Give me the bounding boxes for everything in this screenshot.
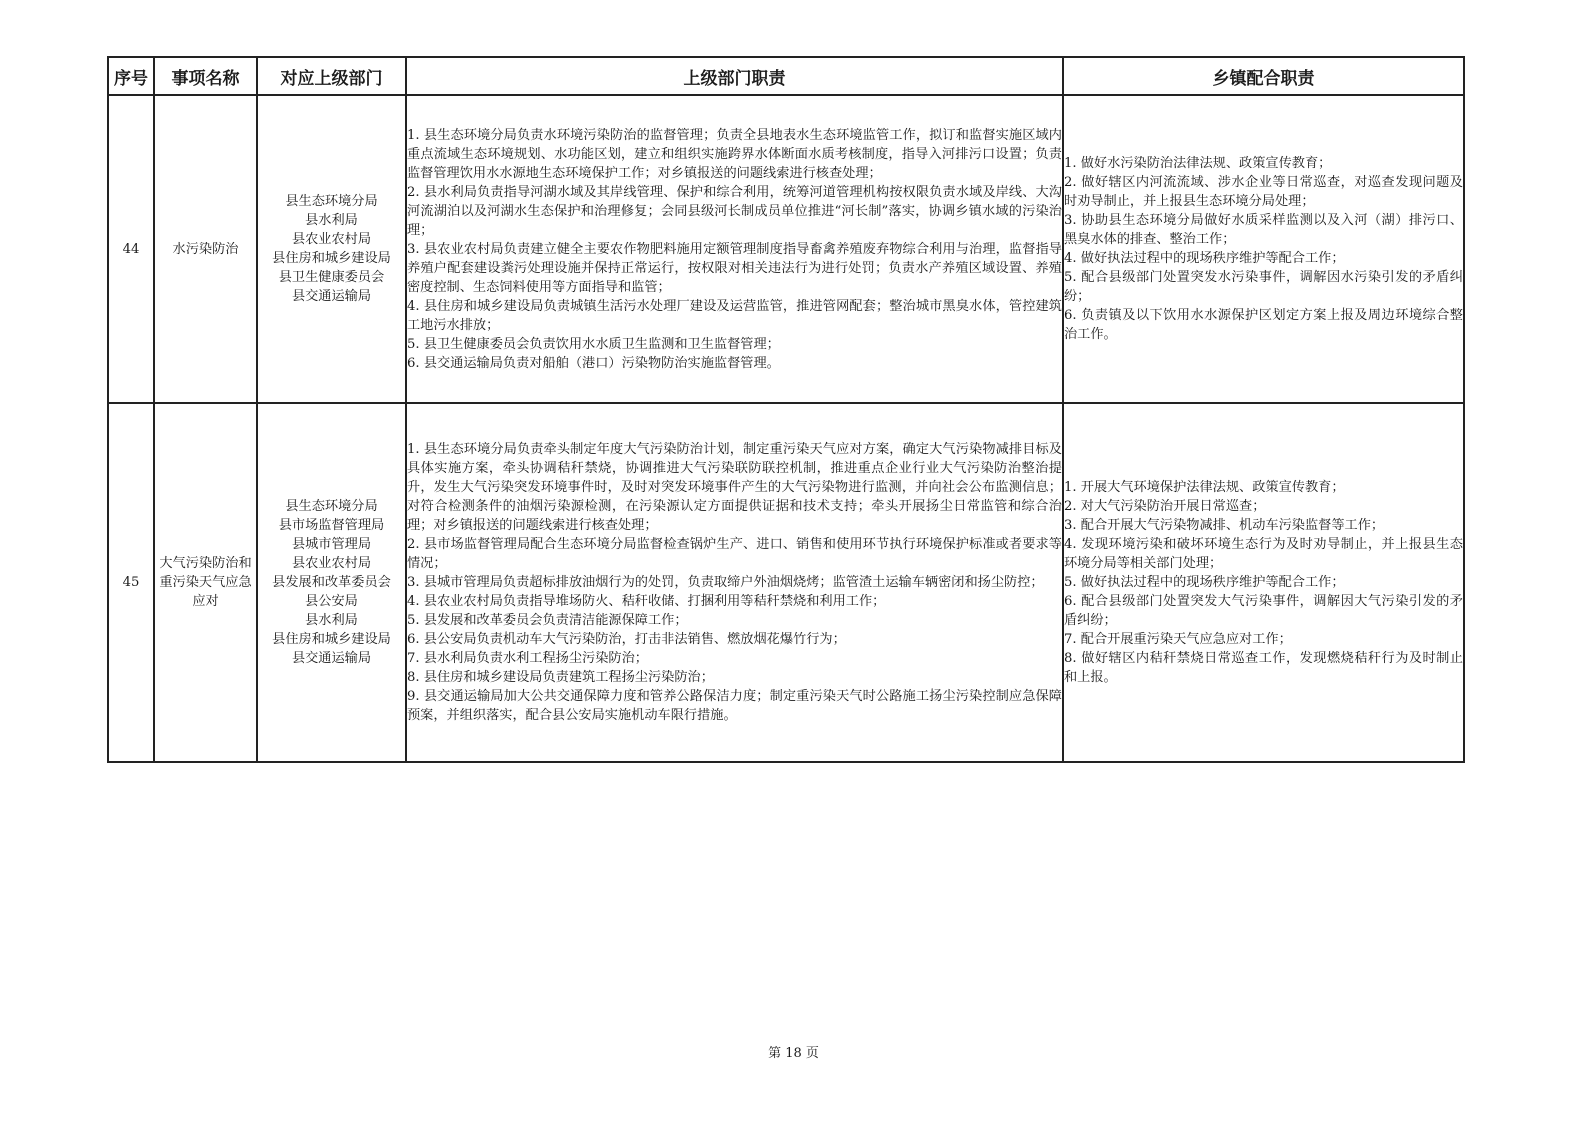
table-row	[108, 95, 1464, 403]
town-duty-item: 6. 配合县级部门处置突发大气污染事件，调解因大气污染引发的矛盾纠纷；	[1064, 594, 1463, 628]
town-duty-item: 1. 做好水污染防治法律法规、政策宣传教育；	[1064, 156, 1332, 171]
town-duty-item: 1. 开展大气环境保护法律法规、政策宣传教育；	[1064, 480, 1345, 495]
department-list	[257, 95, 406, 403]
table-header-row	[108, 57, 1464, 95]
department-name: 县农业农村局	[291, 556, 372, 571]
duty-item: 5. 县卫生健康委员会负责饮用水水质卫生监测和卫生监督管理；	[407, 336, 780, 352]
town-duty-item: 6. 负责镇及以下饮用水水源保护区划定方案上报及周边环境综合整治工作。	[1064, 308, 1463, 342]
department-name: 县住房和城乡建设局	[272, 632, 391, 647]
department-list	[257, 403, 406, 762]
department-duties	[406, 403, 1063, 762]
page-number: 第 18 页	[768, 1046, 819, 1061]
department-name: 县生态环境分局	[285, 194, 378, 209]
town-duty-item: 2. 对大气污染防治开展日常巡查；	[1064, 499, 1266, 514]
header-department-duties: 上级部门职责	[406, 57, 1063, 95]
town-duty-item: 2. 做好辖区内河流流域、涉水企业等日常巡查，对巡查发现问题及时劝导制止，并上报县生态环境分局处理；	[1064, 175, 1463, 209]
duty-item: 6. 县交通运输局负责对船舶（港口）污染物防治实施监督管理。	[407, 355, 780, 371]
department-name: 县农业农村局	[291, 232, 372, 247]
department-name: 县发展和改革委员会	[272, 575, 391, 590]
town-duty-item: 8. 做好辖区内秸秆禁烧日常巡查工作，发现燃烧秸秆行为及时制止和上报。	[1064, 651, 1463, 685]
item-name: 大气污染防治和重污染天气应急应对	[154, 403, 257, 762]
duty-item: 4. 县农业农村局负责指导堆场防火、秸秆收储、打捆利用等秸秆禁烧和利用工作；	[407, 594, 886, 609]
department-name: 县卫生健康委员会	[278, 270, 385, 285]
header-department: 对应上级部门	[257, 57, 406, 95]
duty-item: 1. 县生态环境分局负责牵头制定年度大气污染防治计划，制定重污染天气应对方案，确定大气污染物减排目标及具体实施方案，牵头协调秸秆禁烧，协调推进大气污染联防联控机制，推进重点企业行业大气污染防治整治提升，发生大气污染突发环境事件时，及时对突发环境事件产生的大气污染物进行监测，并向社会公布监测信息；对符合检测条件的油烟污染源检测，在污染源认定方面提供证据和技术支持；牵头开展扬尘日常监管和综合治理；对乡镇报送的问题线索进行核查处理；	[407, 442, 1062, 533]
town-duty-item: 3. 协助县生态环境分局做好水质采样监测以及入河（湖）排污口、黑臭水体的排查、整治工作；	[1064, 213, 1463, 247]
town-duty-item: 4. 发现环境污染和破坏环境生态行为及时劝导制止，并上报县生态环境分局等相关部门处理；	[1064, 537, 1463, 571]
town-duty-item: 3. 配合开展大气污染物减排、机动车污染监督等工作；	[1064, 518, 1385, 533]
duty-item: 5. 县发展和改革委员会负责清洁能源保障工作；	[407, 613, 688, 628]
town-duty-item: 5. 配合县级部门处置突发水污染事件，调解因水污染引发的矛盾纠纷；	[1064, 270, 1463, 304]
department-name: 县城市管理局	[291, 537, 372, 552]
department-name: 县市场监督管理局	[278, 518, 385, 533]
town-duties	[1063, 95, 1464, 403]
town-duty-item: 5. 做好执法过程中的现场秩序维护等配合工作；	[1064, 575, 1345, 590]
department-duties	[406, 95, 1063, 403]
duty-item: 1. 县生态环境分局负责水环境污染防治的监督管理；负责全县地表水生态环境监管工作，拟订和监督实施区域内重点流域生态环境规划、水功能区划，建立和组织实施跨界水体断面水质考核制度，指导入河排污口设置；负责监督管理饮用水水源地生态环境保护工作；对乡镇报送的问题线索进行核查处理；	[407, 127, 1062, 181]
department-name: 县公安局	[305, 594, 358, 609]
header-item-name: 事项名称	[154, 57, 257, 95]
header-number: 序号	[108, 57, 154, 95]
responsibility-table	[107, 56, 1465, 763]
department-name: 县水利局	[305, 213, 358, 228]
duty-item: 7. 县水利局负责水利工程扬尘污染防治；	[407, 651, 648, 666]
department-name: 县交通运输局	[291, 289, 372, 304]
duty-item: 2. 县市场监督管理局配合生态环境分局监督检查锅炉生产、进口、销售和使用环节执行环境保护标准或者要求等情况；	[407, 537, 1062, 571]
header-town-duties: 乡镇配合职责	[1063, 57, 1464, 95]
duty-item: 3. 县农业农村局负责建立健全主要农作物肥料施用定额管理制度指导畜禽养殖废弃物综合利用与治理，监督指导养殖户配套建设粪污处理设施并保持正常运行，按权限对相关违法行为进行处罚；负责水产养殖区域设置、养殖密度控制、生态饲料使用等方面指导和监管；	[407, 241, 1062, 295]
row-number: 44	[108, 95, 154, 403]
duty-item: 6. 县公安局负责机动车大气污染防治，打击非法销售、燃放烟花爆竹行为；	[407, 632, 846, 647]
department-name: 县住房和城乡建设局	[272, 251, 391, 266]
duty-item: 2. 县水利局负责指导河湖水域及其岸线管理、保护和综合利用，统筹河道管理机构按权限负责水域及岸线、大沟河流湖泊以及河湖水生态保护和治理修复；会同县级河长制成员单位推进“河长制”落实，协调乡镇水域的污染治理；	[407, 184, 1062, 238]
department-name: 县交通运输局	[291, 651, 372, 666]
department-name: 县生态环境分局	[285, 499, 378, 514]
department-name: 县水利局	[305, 613, 358, 628]
item-name: 水污染防治	[154, 95, 257, 403]
row-number: 45	[108, 403, 154, 762]
duty-item: 9. 县交通运输局加大公共交通保障力度和管养公路保洁力度；制定重污染天气时公路施工扬尘污染控制应急保障预案，并组织落实，配合县公安局实施机动车限行措施。	[407, 689, 1062, 723]
duty-item: 3. 县城市管理局负责超标排放油烟行为的处罚，负责取缔户外油烟烧烤；监管渣土运输车辆密闭和扬尘防控；	[407, 575, 1044, 590]
duty-item: 4. 县住房和城乡建设局负责城镇生活污水处理厂建设及运营监管，推进管网配套；整治城市黑臭水体，管控建筑工地污水排放；	[407, 298, 1062, 333]
table-row	[108, 403, 1464, 762]
duty-item: 8. 县住房和城乡建设局负责建筑工程扬尘污染防治；	[407, 670, 714, 685]
town-duties	[1063, 403, 1464, 762]
town-duty-item: 7. 配合开展重污染天气应急应对工作；	[1064, 632, 1292, 647]
town-duty-item: 4. 做好执法过程中的现场秩序维护等配合工作；	[1064, 251, 1345, 266]
